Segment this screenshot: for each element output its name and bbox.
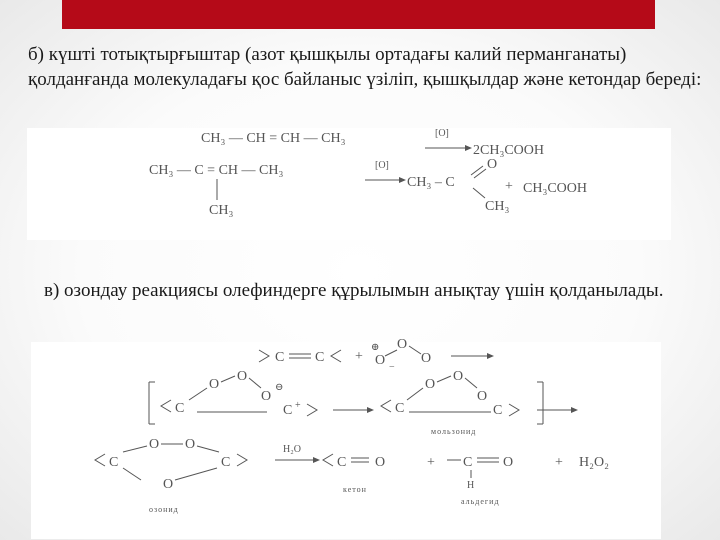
svg-text:−: − bbox=[389, 362, 395, 373]
ozonide-caption: озонид bbox=[149, 505, 179, 514]
svg-text:C: C bbox=[315, 350, 325, 365]
aldehyde-caption: альдегид bbox=[461, 497, 500, 506]
row1-alkene bbox=[259, 350, 341, 365]
title-accent-bar bbox=[62, 0, 655, 29]
ozonation-scheme-image bbox=[31, 337, 661, 539]
ketone-caption: кетон bbox=[343, 485, 367, 494]
reaction2-reactant: CH₃ — C = CH — CH₃ bbox=[149, 163, 284, 178]
svg-text:C: C bbox=[221, 455, 231, 470]
svg-text:C: C bbox=[283, 403, 293, 418]
svg-text:O: O bbox=[397, 337, 408, 352]
svg-text:C: C bbox=[175, 401, 185, 416]
svg-text:C: C bbox=[337, 455, 347, 470]
reaction2-oxidant: [O] bbox=[375, 160, 389, 171]
reaction2-branch: CH₃ bbox=[209, 203, 234, 218]
svg-text:O: O bbox=[421, 351, 432, 366]
svg-text:O: O bbox=[149, 437, 160, 452]
svg-text:C: C bbox=[275, 350, 285, 365]
ketone-double-bond-b bbox=[474, 169, 486, 178]
row3-ketone bbox=[323, 454, 385, 494]
svg-text:O: O bbox=[477, 389, 488, 404]
molozonide-caption: мользонид bbox=[431, 427, 477, 436]
row1-ozone bbox=[371, 337, 431, 373]
svg-text:O: O bbox=[261, 389, 272, 404]
row3-aldehyde bbox=[447, 455, 513, 506]
row1-arrowhead bbox=[487, 353, 494, 359]
svg-text:O: O bbox=[209, 377, 220, 392]
row3-ozonide bbox=[95, 437, 247, 514]
ketone-double-bond-a bbox=[471, 166, 483, 175]
paragraph-oxidation: б) күшті тотықтырғыштар (азот қышқылы ортадағы калий перманганаты) қолданғанда молекуладағы қос байланыс үзіліп, қышқылдар және кетондар береді: bbox=[28, 44, 702, 90]
reaction2-ketone-left: CH₃ – C bbox=[407, 175, 455, 190]
svg-text:O: O bbox=[237, 369, 248, 384]
svg-text:O: O bbox=[375, 353, 386, 368]
svg-text:C: C bbox=[395, 401, 405, 416]
ozonation-scheme-svg bbox=[31, 337, 661, 539]
reaction2-acid: CH₃COOH bbox=[523, 181, 587, 196]
svg-text:O: O bbox=[163, 477, 174, 492]
oxidation-scheme-svg bbox=[27, 128, 671, 240]
reaction1-arrowhead bbox=[465, 145, 472, 151]
svg-text:O: O bbox=[453, 369, 464, 384]
reaction2-ketone-methyl: CH₃ bbox=[485, 199, 510, 214]
oxidation-scheme-image bbox=[27, 128, 671, 240]
reaction2-ketone-oxygen: O bbox=[487, 157, 498, 172]
row3-water-label: H₂O bbox=[283, 444, 301, 455]
svg-text:+: + bbox=[295, 400, 301, 411]
svg-text:O: O bbox=[375, 455, 386, 470]
svg-text:⊖: ⊖ bbox=[275, 382, 284, 393]
reaction2-arrowhead bbox=[399, 177, 406, 183]
svg-text:⊕: ⊕ bbox=[371, 342, 380, 353]
row3-plus: + bbox=[427, 455, 435, 470]
reaction2-plus: + bbox=[505, 179, 513, 194]
paragraph-ozonation: в) озондау реакциясы олефиндерге құрылымын анықтау үшін қолданылады. bbox=[44, 280, 664, 301]
svg-text:O: O bbox=[425, 377, 436, 392]
row2-molozonide bbox=[381, 369, 519, 436]
svg-text:C: C bbox=[109, 455, 119, 470]
row3-plus-2: + bbox=[555, 455, 563, 470]
reaction1-product: 2CH₃COOH bbox=[473, 143, 544, 158]
reaction1-reactant: CH₃ — CH = CH — CH₃ bbox=[201, 131, 346, 146]
ketone-methyl-bond bbox=[473, 188, 485, 198]
row3-h2o2: H₂O₂ bbox=[579, 455, 609, 470]
row1-plus: + bbox=[355, 349, 363, 364]
svg-text:C: C bbox=[463, 455, 473, 470]
svg-text:O: O bbox=[185, 437, 196, 452]
row2-zwitterion bbox=[161, 369, 317, 418]
svg-text:O: O bbox=[503, 455, 514, 470]
svg-text:C: C bbox=[493, 403, 503, 418]
reaction1-oxidant: [O] bbox=[435, 128, 449, 139]
svg-text:H: H bbox=[467, 480, 475, 491]
